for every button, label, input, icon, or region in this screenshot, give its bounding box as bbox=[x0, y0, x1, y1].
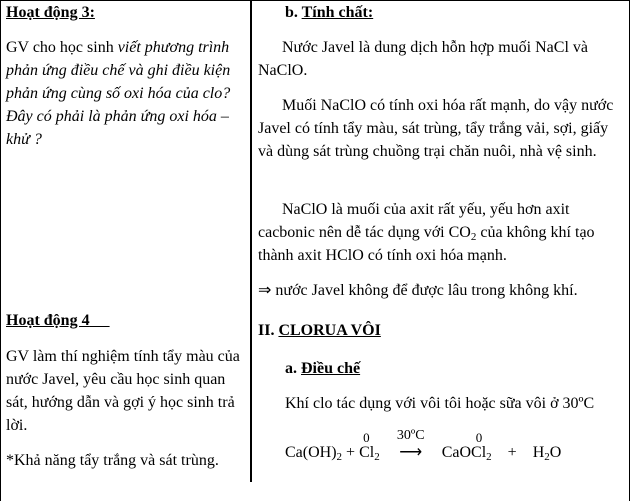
reactant-2-formula: Cl bbox=[359, 444, 375, 461]
activity3-text bbox=[6, 36, 246, 151]
reactant-1-subscript: 2 bbox=[336, 451, 343, 463]
plus-sign: + bbox=[342, 444, 360, 461]
activity3-prefix: GV cho học sinh bbox=[6, 39, 118, 56]
activity3-italic-text: viết phương trình phản ứng điều chế và ghi điều kiện phản ứng cùng số oxi hóa của clo? Đây có phải là phản ứng oxi hóa – khử ? bbox=[6, 39, 231, 148]
column-divider bbox=[250, 0, 252, 482]
activity4-note: *Khả năng tẩy trắng và sát trùng. bbox=[6, 452, 219, 469]
product-2-subscript: 2 bbox=[544, 451, 550, 463]
reaction-condition: 30ºC bbox=[396, 428, 425, 443]
properties-prefix: b. bbox=[285, 4, 302, 21]
reactant-2 bbox=[359, 430, 375, 464]
product-1 bbox=[441, 430, 487, 464]
conclusion bbox=[258, 279, 578, 302]
properties-heading bbox=[285, 1, 373, 24]
chemical-equation bbox=[285, 428, 562, 464]
reactant-2-subscript: 2 bbox=[374, 451, 380, 463]
reaction-arrow bbox=[390, 428, 432, 464]
activity3-title: Hoạt động 3: bbox=[6, 4, 95, 21]
activity4-title-text: Hoạt động 4 bbox=[6, 312, 90, 329]
section-2-heading bbox=[258, 319, 381, 342]
section-2-title: CLORUA VÔI bbox=[278, 322, 381, 339]
product-1-formula: CaOCl bbox=[441, 444, 487, 461]
product-1-subscript: 2 bbox=[486, 451, 492, 463]
paragraph-2: Muối NaClO có tính oxi hóa rất mạnh, do vậy nước Javel có tính tẩy màu, sát trùng, tẩy trắng vải, sợi, giấy và dùng sát trùng chuồng trại chăn nuôi, nhà vệ sinh. bbox=[258, 97, 614, 160]
preparation-prefix: a. bbox=[285, 360, 301, 377]
paragraph-3 bbox=[258, 198, 624, 267]
preparation-title: Điều chế bbox=[301, 360, 361, 377]
paragraph-1: Nước Javel là dung dịch hỗn hợp muối NaCl và NaClO. bbox=[258, 39, 588, 79]
conclusion-text: nước Javel không để được lâu trong không khí. bbox=[271, 282, 578, 299]
arrow-icon: ⟶ bbox=[399, 444, 423, 461]
paragraph-3-part-a: NaClO là muối của axit rất yếu, yếu hơn axit cacbonic nên dễ tác dụng với CO bbox=[258, 201, 570, 241]
product-2-part-a: H bbox=[532, 444, 545, 461]
preparation-text: Khí clo tác dụng với vôi tôi hoặc sữa vôi ở 30ºC bbox=[285, 395, 595, 412]
activity4-title bbox=[6, 309, 110, 332]
product-2-part-b: O bbox=[549, 444, 562, 461]
section-2-prefix: II. bbox=[258, 322, 279, 339]
activity4-text: GV làm thí nghiệm tính tẩy màu của nước Javel, yêu cầu học sinh quan sát, hướng dẫn và gợi ý học sinh trả lời. bbox=[6, 348, 240, 434]
properties-title: Tính chất: bbox=[301, 4, 374, 21]
co2-subscript: 2 bbox=[470, 231, 477, 243]
oxidation-state: 0 bbox=[475, 430, 483, 445]
oxidation-state: 0 bbox=[363, 430, 370, 445]
implies-arrow-icon: ⇒ bbox=[258, 282, 272, 299]
preparation-heading bbox=[285, 357, 360, 380]
reactant-1: Ca(OH) bbox=[285, 444, 337, 461]
plus-sign: + bbox=[507, 444, 517, 461]
paragraph-3-part-b: của không khí tạo thành axit HClO có tính oxi hóa mạnh. bbox=[258, 224, 595, 264]
